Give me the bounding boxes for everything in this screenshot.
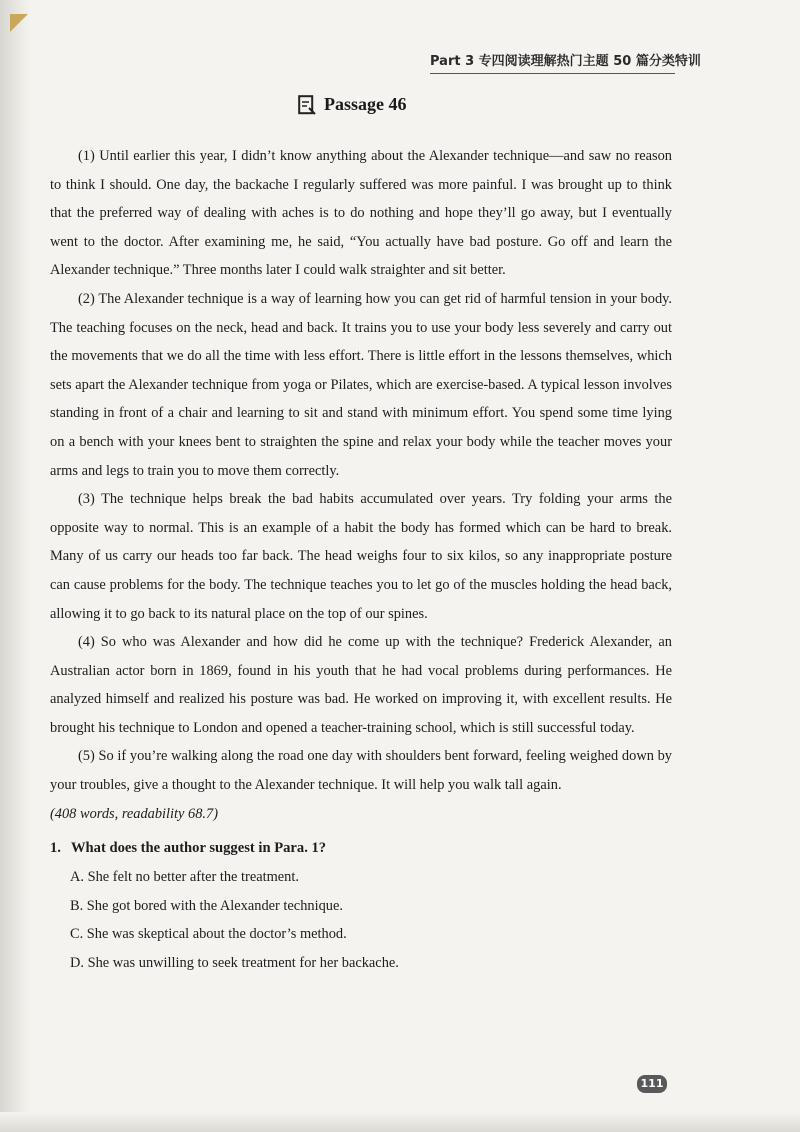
- option-c: C. She was skeptical about the doctor’s method.: [70, 926, 347, 943]
- document-icon: [298, 95, 316, 115]
- page-bottom-shadow: [0, 1112, 800, 1132]
- passage-title-row: [298, 94, 407, 115]
- question-text: What does the author suggest in Para. 1?: [70, 840, 327, 857]
- paragraph-4: (4) So who was Alexander and how did he come up with the technique? Frederick Alexander, an Australian actor born in 1869, found in his youth that he had vocal problems during performances. He analyzed himself and realized his posture was bad. He worked on improving it, with excellent results. He brought his technique to London and opened a teacher-training school, which is still successful today.: [50, 634, 672, 736]
- option-d: D. She was unwilling to seek treatment for her backache.: [70, 955, 399, 972]
- question-number: 1.: [50, 840, 61, 857]
- option-a: A. She felt no better after the treatment.: [70, 869, 299, 886]
- paragraph-1: (1) Until earlier this year, I didn’t know anything about the Alexander technique—and saw no reason to think I should. One day, the backache I regularly suffered was more painful. I was brought up to think that the preferred way of dealing with aches is to do nothing and hope they’ll go away, but I eventually went to the doctor. After examining me, he said, “You actually have bad posture. Go off and learn the Alexander technique.” Three months later I could walk straighter and sit better.: [50, 148, 672, 279]
- page-left-shadow: [0, 0, 30, 1132]
- passage-stats: (408 words, readability 68.7): [50, 805, 219, 822]
- page-header: Part 3 专四阅读理解热门主题 50 篇分类特训: [430, 50, 675, 74]
- page-number: 111: [637, 1075, 667, 1093]
- paragraph-2: (2) The Alexander technique is a way of learning how you can get rid of harmful tension in your body. The teaching focuses on the neck, head and back. It trains you to use your body less severely and carry out the movements that we do all the time with less effort. There is little effort in the lessons themselves, which sets apart the Alexander technique from yoga or Pilates, which are exercise-based. A typical lesson involves standing in front of a chair and learning to sit and stand with minimum effort. You spend some time lying on a bench with your knees bent to straighten the spine and relax your body while the teacher moves your arms and legs to train you to move them correctly.: [50, 290, 672, 479]
- question-options: [50, 863, 672, 977]
- passage-content: [50, 142, 672, 978]
- corner-fold-mark: [10, 14, 28, 32]
- option-b: B. She got bored with the Alexander technique.: [70, 897, 343, 914]
- question-1: [50, 833, 672, 863]
- passage-title: Passage 46: [324, 94, 407, 114]
- paragraph-5: (5) So if you’re walking along the road one day with shoulders bent forward, feeling weighed down by your troubles, give a thought to the Alexander technique. It will help you walk tall again.: [50, 748, 672, 794]
- paragraph-3: (3) The technique helps break the bad habits accumulated over years. Try folding your arms the opposite way to normal. This is an example of a habit the body has formed which can be hard to break. Many of us carry our heads too far back. The head weighs four to six kilos, so any inappropriate posture can cause problems for the body. The technique teaches you to let go of the muscles holding the head back, allowing it to go back to its natural place on the top of our spines.: [50, 491, 672, 622]
